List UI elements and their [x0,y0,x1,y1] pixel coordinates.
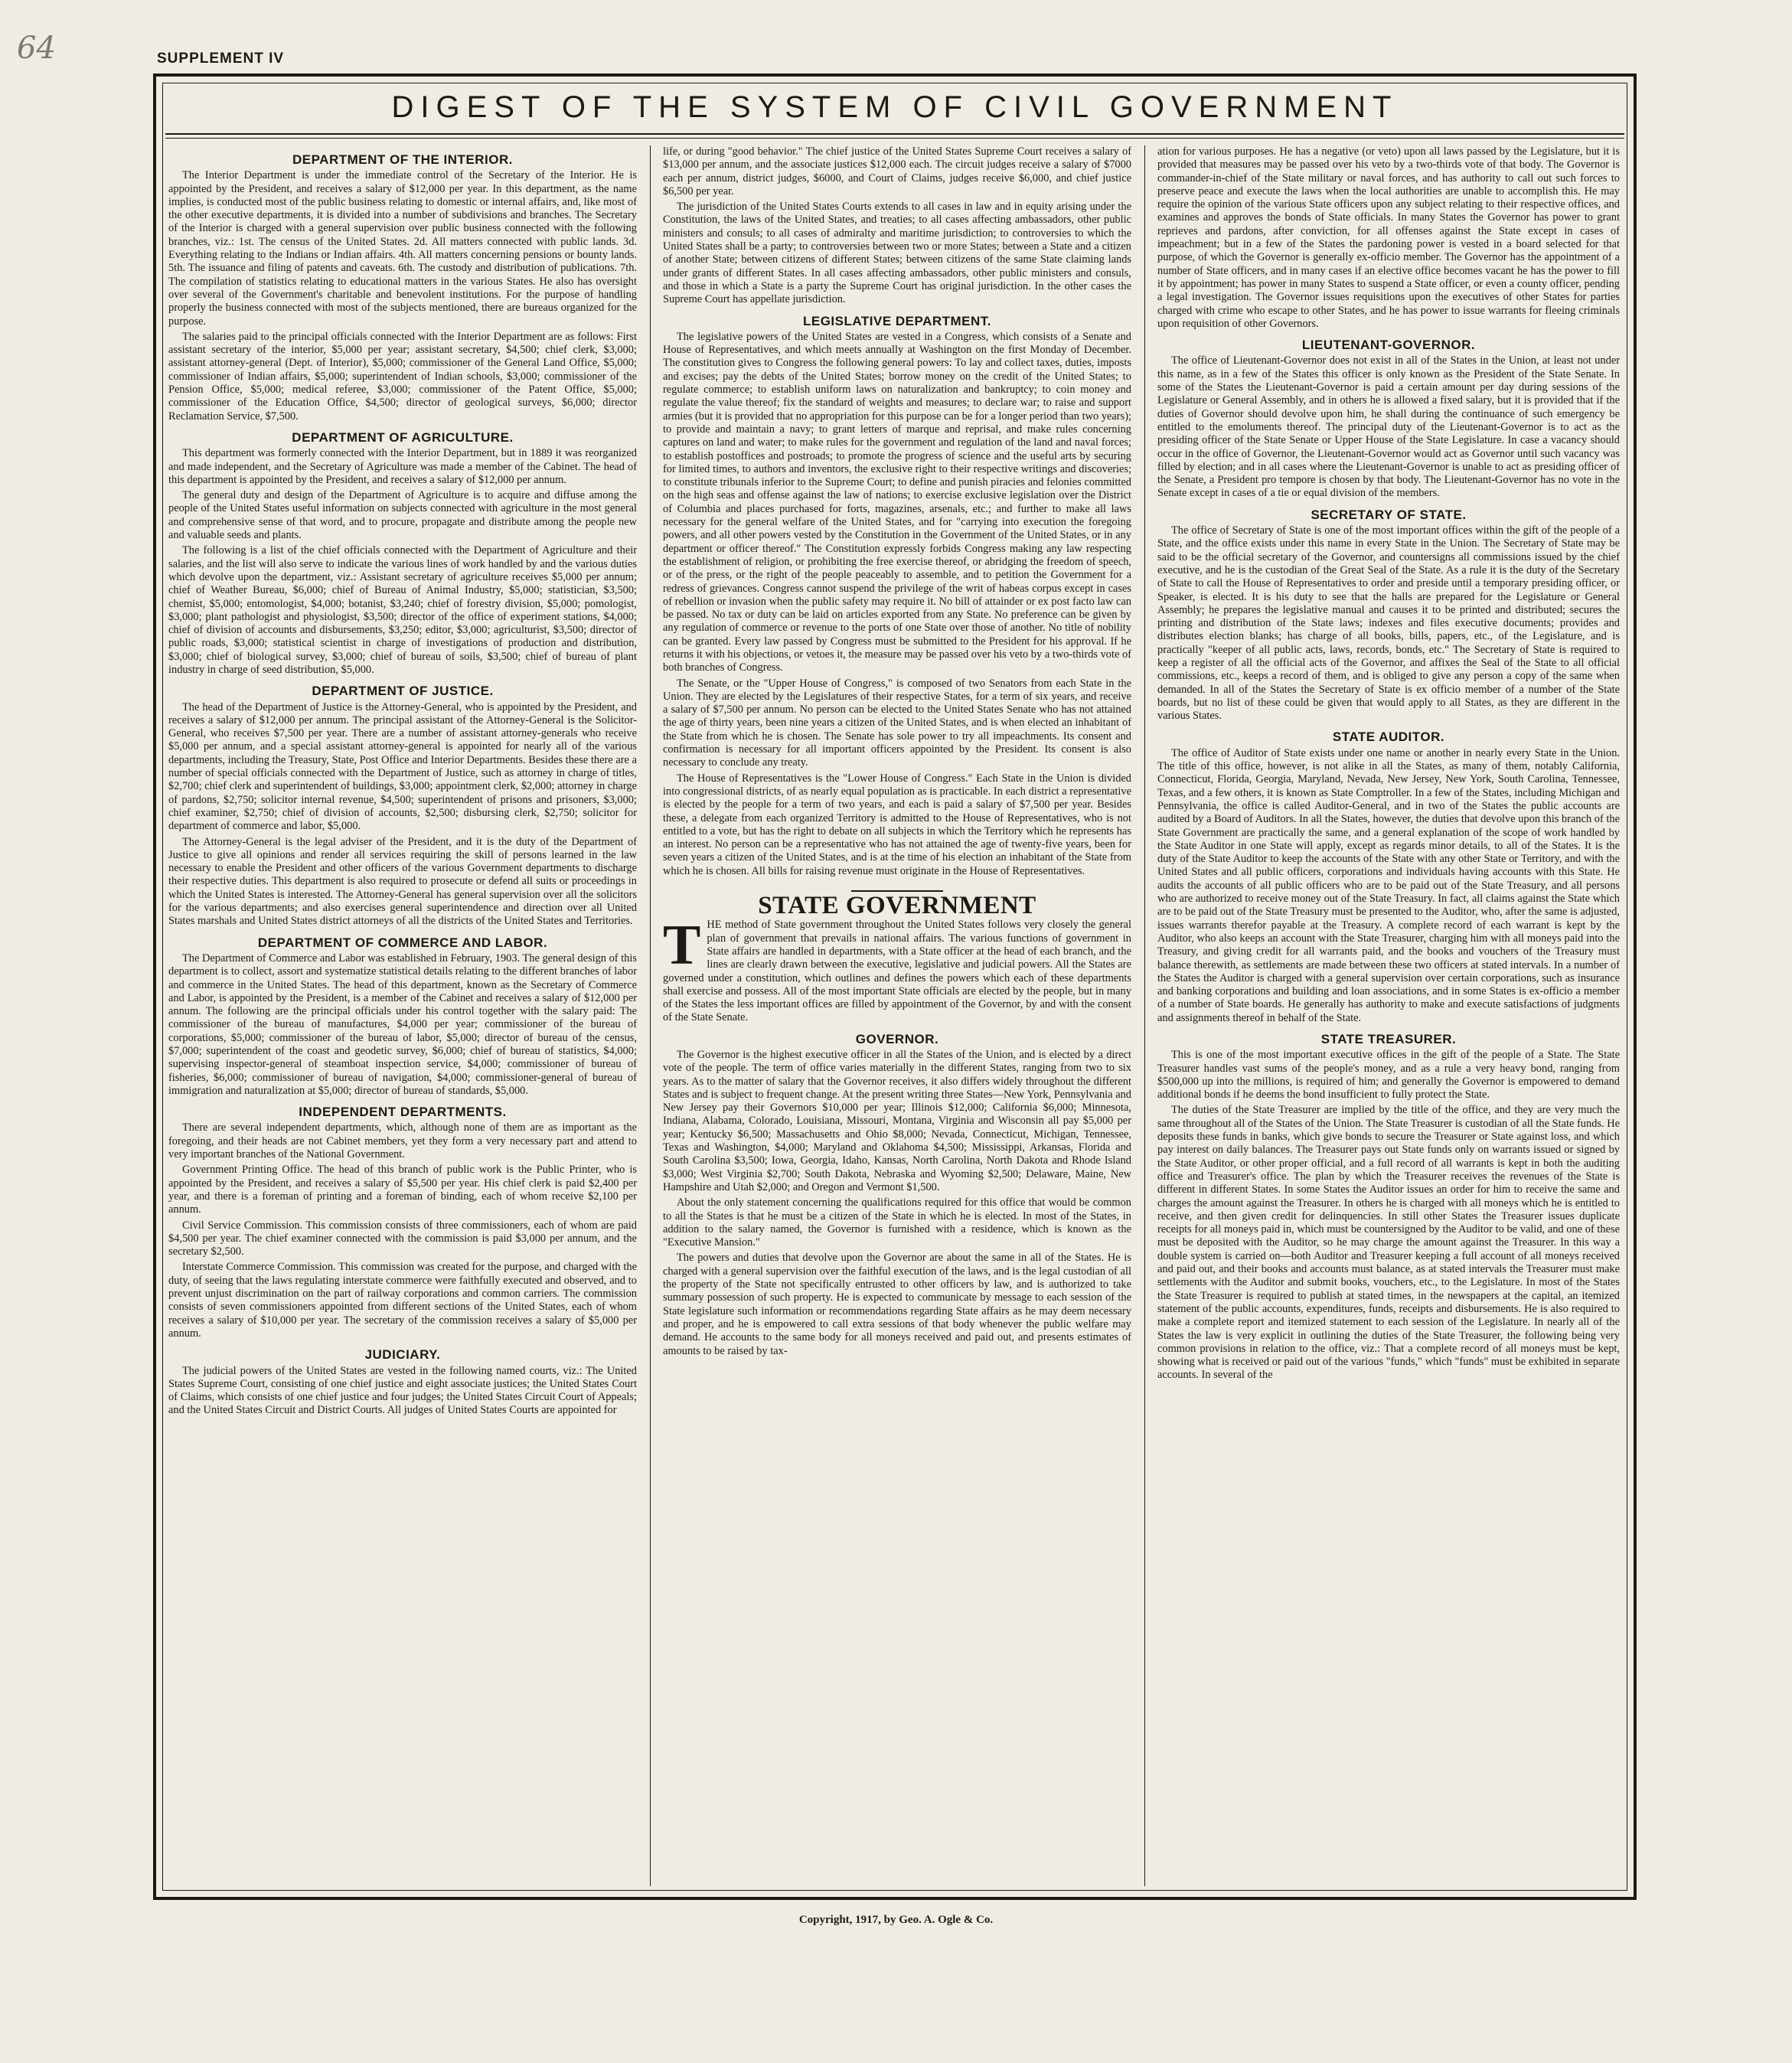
drop-cap: T [663,914,701,978]
drop-cap-paragraph-text: HE method of State government throughout the United States follows very closely the general plan of government that prevails in national affairs. The various functions of government in State affairs are handled in departments, with a State officer at the head of each branch, and the lines are clearly drawn between the executive, legislative and judicial powers. All the States are governed under a constitution, which outlines and defines the powers which each of these departments shall exercise and possess. All of the most important State officials are elected by the people, but in many of the States the less important offices are filled by appointment of the Governor, by and with the consent of the State Senate. [663,919,1131,1024]
section-heading-judiciary: JUDICIARY. [364,1347,441,1363]
section-heading-independent: INDEPENDENT DEPARTMENTS. [299,1105,507,1120]
paragraph: The jurisdiction of the United States Courts extends to all cases in law and in equity arising under the Constitution, the laws of the United States, and treaties; to all cases affecting ambassadors, other public ministers and consuls; to all cases of admiralty and maritime jurisdiction; to controversies to which the United States shall be a party; to controversies between two or more States; between a State and a citizen of another State; between citizens of different States; between citizens of the same State claiming lands under grants of different States. In all cases affecting ambassadors, other public ministers and consuls, and those in which a State is a party the Supreme Court has original jurisdiction. In the other cases the Supreme Court has appellate jurisdiction. [663,201,1131,306]
state-government-title: STATE GOVERNMENT [758,892,1036,920]
column-divider-2 [1144,145,1145,1886]
column-2 [663,145,1131,1886]
paragraph: Civil Service Commission. This commission consists of three commissioners, each of whom are paid $4,500 per year. The chief examiner connected with the commission is paid $3,000 per annum, and the secretary $2,500. [168,1219,637,1258]
paragraph: The office of Auditor of State exists under one name or another in nearly every State in the Union. The title of this office, however, is not alike in all the States, as many of them, notably California, Connecticut, Florida, Georgia, Maryland, Nevada, New Jersey, New York, South Carolina, Tennessee, Texas, and a few others, it is known as State Comptroller. In a few of the States, including Michigan and Pennsylvania, the office is called Auditor-General, and in two of the States the public accounts are audited by a Board of Auditors. In all the States, however, the duties that devolve upon this branch of the State Government are practically the same, and a general explanation of the scope of work handled by the State Auditor in one State will apply, except as regards minor details, to all of the States. It is the duty of the State Auditor to keep the accounts of the State with any other State or Territory, and with the United States and all public officers, corporations and individuals having accounts with this State. He audits the accounts of all public officers who are to be paid out of the State Treasury, and all persons who are authorized to receive money out of the State Treasury. In fact, all claims against the State which are to be paid out of the State Treasury must be presented to the Auditor, who, after the same is adjusted, issues warrants therefor payable at the Treasury. A complete record of each warrant is kept by the Auditor, who also keeps an account with the State Treasurer, charging him with all moneys paid into the Treasury, and giving credit for all warrants paid, and the books and vouchers of the Treasury must balance therewith, as settlements are made between these two officers at stated intervals. In a number of the States the Auditor is charged with a general supervision over certain corporations, such as insurance and banking corporations and building and loan associations, and in some States is ex-officio a member of a number of State boards. He generally has authority to make and execute satisfactions of judgments and assignments thereof in behalf of the State. [1157,746,1620,1024]
paragraph: The Department of Commerce and Labor was established in February, 1903. The general design of this department is to collect, assort and systematize statistical details relating to the different branches of labor and commerce in the United States. The head of this department, known as the Secretary of Commerce and Labor, is appointed by the President, is a member of the Cabinet and receives a salary of $12,000 per annum. The following are the principal officials under his control together with the salary paid: The commissioner of the bureau of manufactures, $4,000 per year; commissioner of the bureau of corporations, $5,000; commissioner of the bureau of labor, $5,000; director of bureau of the census, $7,000; superintendent of the coast and geodetic survey, $6,000; chief of bureau of statistics, $4,000; supervising inspector-general of steamboat inspection service, $4,000; commissioner of bureau of fisheries, $6,000; commissioner of bureau of navigation, $4,000; commissioner-general of bureau of immigration and naturalization at $5,000; director of bureau of standards, $5,000. [168,952,637,1097]
paragraph: The legislative powers of the United States are vested in a Congress, which consists of a Senate and House of Representatives, and which meets annually at Washington on the first Monday of December. The constitution gives to Congress the following general powers: To lay and collect taxes, duties, imposts and excises; pay the debts of the United States; borrow money on the credit of the United States; to regulate commerce; to establish uniform laws on naturalization and bankruptcy; to coin money and regulate the value thereof; fix the standard of weights and measures; to declare war; to raise and support armies (but it is provided that no appropriation for this purpose can be for a longer period than two years); to provide and maintain a navy; to grant letters of marque and reprisal, and make rules concerning captures on land and water; to make rules for the government and regulation of the land and naval forces; to establish postoffices and postroads; to promote the progress of science and the useful arts by securing for limited times, to authors and inventors, the exclusive right to their respective writings and discoveries; to constitute tribunals inferior to the Supreme Court; to define and punish piracies and felonies committed on the high seas and offense against the law of nations; to exercise exclusive legislation over the District of Columbia and places purchased for forts, magazines, arsenals, etc.; and further to make all laws necessary for the general welfare of the United States, and for "carrying into execution the foregoing powers, and all other powers vested by the Constitution in the Government of the United States, or in any department or officer thereof." The Constitution expressly forbids Congress making any law respecting the establishment of religion, or prohibiting the free exercise thereof, or abridging the freedom of speech, or of the press, or the right of the people peaceably to assemble, and to petition the Government for a redress of grievances. Congress cannot suspend the privilege of the writ of habeas corpus except in cases of rebellion or invasion when the public safety may require it. No bill of attainder or ex post facto law can be passed. No tax or duty can be laid on articles exported from any State. No preference can be given by any regulation of commerce or revenue to the ports of one State over those of another. No title of nobility can be granted. Every law passed by Congress must be submitted to the President for his approval. If he returns it with his objections, or vetoes it, the measure may be passed over his veto by a two-thirds vote of both branches of Congress. [663,330,1131,674]
section-heading-interior: DEPARTMENT OF THE INTERIOR. [292,152,513,167]
section-heading-legislative: LEGISLATIVE DEPARTMENT. [802,313,992,328]
paragraph: The judicial powers of the United States are vested in the following named courts, viz.: The United States Supreme Court, consisting of one chief justice and eight associate justices; the United States Court of Claims, which consists of one chief justice and four judges; the United States Circuit Court of Appeals; and the United States Circuit and District Courts. All judges of United States Courts are appointed for [168,1364,637,1417]
page-title: DIGEST OF THE SYSTEM OF CIVIL GOVERNMENT [391,90,1399,124]
paragraph: life, or during "good behavior." The chief justice of the United States Supreme Court receives a salary of $13,000 per annum, and the associate justices $12,000 each. The circuit judges receive a salary of $7000 each per annum, district judges, $6000, and Court of Claims, judges receive $6,000, and chief justice $6,500 per year. [663,145,1131,197]
section-heading-secretary-of-state: SECRETARY OF STATE. [1311,507,1467,522]
section-heading-justice: DEPARTMENT OF JUSTICE. [312,684,494,699]
handwritten-page-mark: 64 [17,31,56,66]
paragraph: Government Printing Office. The head of this branch of public work is the Public Printer, who is appointed by the President, and receives a salary of $5,500 per year. His chief clerk is paid $2,400 per year, and there is a foreman of printing and a foreman of binding, each of whom receive $2,100 per annum. [168,1164,637,1216]
paragraph: The office of Lieutenant-Governor does not exist in all of the States in the Union, at least not under this name, as in a few of the States this officer is only known as the President of the State Senate. In some of the States the Lieutenant-Governor is paid a certain amount per day during sessions of the Legislature or General Assembly, and in others he is allowed a fixed salary, but it is provided that if the duties of Governor should devolve upon him, he shall during the continuance of such emergency be entitled to the emoluments thereof. The principal duty of the Lieutenant-Governor is to act as the presiding officer of the State Senate or Upper House of the State Legislature. In case a vacancy should occur in the office of Governor, the Lieutenant-Governor would act as Governor until such vacancy was filled by election; and in all cases where the Lieutenant-Governor is unable to act as presiding officer of the Senate, a President pro tempore is chosen by that body. The Lieutenant-Governor has no vote in the Senate except in cases of a tie or equal division of the members. [1157,354,1620,500]
paragraph: The duties of the State Treasurer are implied by the title of the office, and they are very much the same throughout all of the States of the Union. The State Treasurer is custodian of all the State funds. He deposits these funds in banks, which give bonds to secure the Treasurer or State against loss, and which pay interest on daily balances. The Treasurer pays out State funds only on warrants issued or signed by the State Auditor, or other proper official, and a full record of all warrants is kept in both the auditing office and Treasurer's office. The plan by which the Treasurer receives the revenues of the State is different in different States. In some States the Auditor issues an order for him to receive the same and charges the amount against the Treasurer. In others he is charged with all moneys which he is entitled to receive, and then given credit for delinquencies. In still other States the Treasurer issues duplicate receipts for all moneys paid in, which must be countersigned by the Auditor to be valid, and one of these must be deposited with the Auditor, so he may charge the amount against the Treasurer. In this way a double system is carried on—both Auditor and Treasurer keeping a full account of all moneys received and paid out, and their books and accounts must balance, as at stated intervals the Treasurer must make settlements with the Auditor and submit books, vouchers, etc., to the Legislature. In most of the States the State Treasurer is required to publish at stated times, in the newspapers at the capital, an itemized statement of the public accounts, expenditures, funds, receipts and disbursements. He is also required to make a complete report and itemized statement to each session of the Legislature. In nearly all of the States the law is very explicit in outlining the duties of the State Treasurer, the following being very common provisions in relation to the office, viz.: That a complete record of all moneys must be kept, showing what is received or paid out of the various "funds," which "funds" must be exhibited in separate accounts. In several of the [1157,1104,1620,1382]
paragraph: The salaries paid to the principal officials connected with the Interior Department are as follows: First assistant secretary of the interior, $5,000 per year; assistant secretary, $4,500; chief clerk, $3,000; assistant attorney-general (Dept. of Interior), $5,000; commissioner of the General Land Office, $5,000; commissioner of Indian affairs, $5,000; superintendent of Indian schools, $3,000; commissioner of the Pension Office, $5,000; medical referee, $3,000; commissioner of the Patent Office, $5,000; commissioner of the Education Office, $4,500; director of geological surveys, $6,000; director Reclamation Service, $7,500. [168,330,637,423]
paragraph: ation for various purposes. He has a negative (or veto) upon all laws passed by the Legislature, but it is provided that measures may be passed over his veto by a two-thirds vote of that body. The Governor is commander-in-chief of the State military or naval forces, and has authority to call out such forces to preserve peace and execute the laws when the local authorities are unable to accomplish this. He may require the opinion of the various State officers upon any subject relating to their respective offices, and examines and approves the bonds of State officials. In many States the Governor has power to grant reprieves and pardons, after conviction, for all offenses against the State except in cases of impeachment; but in a few of the States the pardoning power is vested in a board selected for that purpose, of which the Governor is generally ex-officio member. The Governor has the appointment of a number of State officers, and in many cases if an elective office becomes vacant he has the power to fill it by appointment; has power in many States to suspend a State officer, or even a county officer, pending a legal investigation. The Governor issues requisitions upon the executives of other States for parties charged with crime who escape to other States, and he has power to issue warrants for fleeing criminals upon requisition of other Governors. [1157,145,1620,330]
supplement-label: SUPPLEMENT IV [157,51,285,67]
paragraph: The Attorney-General is the legal adviser of the President, and it is the duty of the Department of Justice to give all opinions and render all services requiring the skill of persons learned in the law necessary to enable the President and other officers of the various Government departments to discharge their respective duties. This department is also required to prosecute or defend all suits or proceedings in which the United States is interested. The Attorney-General has general supervision over all the solicitors for the various departments; and also exercises general superintendence and direction over all United States marshals and United States district attorneys of all the districts of the United States and Territories. [168,835,637,928]
column-1 [168,145,637,1886]
paragraph: This is one of the most important executive offices in the gift of the people of a State. The State Treasurer handles vast sums of the people's money, and as a rule a very heavy bond, ranging from $500,000 up into the millions, is required of him; and generally the Governor is empowered to demand additional bonds if he deems the bond insufficient to fully protect the State. [1157,1049,1620,1102]
paragraph: The Interior Department is under the immediate control of the Secretary of the Interior. He is appointed by the President, and receives a salary of $12,000 per year. In this department, as the name implies, is conducted most of the public business relating to domestic or internal affairs, and, like most of the other executive departments, it is divided into a number of subdivisions and branches. The Secretary of the Interior is charged with a general supervision over public business connected with the following branches, viz.: 1st. The census of the United States. 2d. All matters connected with public lands. 3d. Everything relating to the Indians or Indian affairs. 4th. All matters concerning pensions or bounty lands. 5th. The issuance and filing of patents and caveats. 6th. The custody and distribution of publications. 7th. The compilation of statistics relating to educational matters in the various States. He also has oversight over several of the Government's charitable and benevolent institutions. For the purpose of handling properly the business connected with most of the subjects mentioned, there are bureaus organized for the purpose. [168,169,637,328]
section-heading-lieutenant-governor: LIEUTENANT-GOVERNOR. [1301,338,1476,353]
paragraph: About the only statement concerning the qualifications required for this office that would be common to all the States is that he must be a citizen of the State in which he is elected. In most of the States, in addition to the salary named, the Governor is furnished with a residence, which is known as the "Executive Mansion." [663,1196,1131,1249]
paragraph: The powers and duties that devolve upon the Governor are about the same in all of the States. He is charged with a general supervision over the faithful execution of the laws, and is the legal custodian of all the property of the State not specifically entrusted to other officers by law, and is authorized to take summary possession of such property. He is expected to communicate by message to each session of the State legislature such information or recommendations regarding State affairs as he may deem necessary and proper, and he is empowered to call extra sessions of that body whenever the public welfare may demand. He accounts to the same body for all moneys received and paid out, and presents estimates of amounts to be raised by tax- [663,1252,1131,1357]
section-heading-commerce: DEPARTMENT OF COMMERCE AND LABOR. [257,935,548,950]
title-rule [165,133,1624,135]
section-heading-state-auditor: STATE AUDITOR. [1332,730,1445,745]
section-heading-governor: GOVERNOR. [855,1031,939,1046]
paragraph: The Senate, or the "Upper House of Congress," is composed of two Senators from each State in the Union. They are elected by the Legislatures of their respective States, for a term of six years, and receive a salary of $7,500 per annum. No person can be elected to the United States Senate who has not attained the age of thirty years, been nine years a citizen of the United States, and is when elected an inhabitant of the State from which he is chosen. The Senate has sole power to try all impeachments. Its consent and confirmation is necessary for all important officers appointed by the President. Its consent is also necessary to conclude any treaty. [663,677,1131,769]
section-heading-state-treasurer: STATE TREASURER. [1320,1032,1457,1046]
paragraph: The office of Secretary of State is one of the most important offices within the gift of the people of a State, and the office exists under this name in every State in the Union. The Secretary of State may be said to be the official secretary of the Governor, and countersigns all commissions issued by the chief executive, and he is the custodian of the Great Seal of the State. As a rule it is the duty of the Secretary of State to call the House of Representatives to order and preside until a temporary presiding officer, or Speaker, is elected. It is his duty to see that the halls are prepared for the Legislature or General Assembly; he prepares the legislative manual and causes it to be printed and distributed; secures the printing and distribution of the State laws; indexes and files executive documents; provides and distributes election blanks; has charge of all books, bills, papers, etc., of the Legislature, and is practically "keeper of all public acts, laws, records, bonds, etc." The Secretary of State is required to keep a register of all the official acts of the Governor, and affixes the Seal of the State to all official commissions, etc., keeps a record of them, and is obliged to give any person a copy of the same when demanded. In all of the States the Secretary of State is ex officio member of a number of the State boards, but no list of these could be given that would apply to all States, as they are different in the various States. [1157,524,1620,723]
paragraph: Interstate Commerce Commission. This commission was created for the purpose, and charged with the duty, of seeing that the laws regulating interstate commerce were faithfully executed and observed, and to prevent unjust discrimination on the part of railway corporations and common carriers. The commission consists of seven commissioners appointed from different sections of the United States, each of whom receives a salary of $10,000 per year. The secretary of the commission receives a salary of $5,000 per annum. [168,1261,637,1340]
paragraph [663,914,1131,1024]
paragraph: The House of Representatives is the "Lower House of Congress." Each State in the Union is divided into congressional districts, of as nearly equal population as is practicable. In each district a representative is elected by the people for a term of two years, and each is paid a salary of $7,500 per year. Besides these, a delegate from each organized Territory is admitted to the House of Representatives, who is not entitled to a vote, but has the right to debate on all subjects in which the Territory which he represents has an interest. No person can be a representative who has not attained the age of twenty-five years, been for seven years a citizen of the United States, and is at the time of his election an inhabitant of the State from which he is chosen. All bills for raising revenue must originate in the House of Representatives. [663,772,1131,877]
section-heading-agriculture: DEPARTMENT OF AGRICULTURE. [292,429,514,445]
column-3 [1157,145,1620,1886]
paragraph: This department was formerly connected with the Interior Department, but in 1889 it was reorganized and made independent, and the Secretary of Agriculture was made a member of the Cabinet. The head of this department is appointed by the President, and receives a salary of $12,000 per annum. [168,447,637,486]
paragraph: The following is a list of the chief officials connected with the Department of Agriculture and their salaries, and the list will also serve to indicate the various lines of work handled by and the various duties which devolve upon the department, viz.: Assistant secretary of agriculture receives $5,000 per annum; chief of Weather Bureau, $6,000; chief of Bureau of Animal Industry, $5,000; statistician, $3,500; chemist, $5,000; entomologist, $4,000; botanist, $3,240; chief of forestry division, $5,000; pomologist, $3,000; plant pathologist and physiologist, $3,500; director of the office of experiment stations, $4,000; chief of division of accounts and disbursements, $3,250; editor, $3,000; agriculturist, $3,500; director of public roads, $3,000; statistical scientist in charge of investigations of production and distribution, $3,000; chief of biological survey, $3,000; chief of bureau of soils, $3,500; chief of bureau of plant industry in charge of seed distribution, $5,000. [168,544,637,676]
column-divider-1 [650,145,651,1886]
paragraph: There are several independent departments, which, although none of them are as important as the foregoing, and their heads are not Cabinet members, yet they form a very necessary part and attend to very important branches of the National Government. [168,1121,637,1161]
paragraph: The general duty and design of the Department of Agriculture is to acquire and diffuse among the people of the United States useful information on subjects connected with agriculture in the most general and comprehensive sense of that word, and to procure, propagate and distribute among the people new and valuable seeds and plants. [168,489,637,542]
title-rule-thin [165,138,1624,139]
paragraph: The Governor is the highest executive officer in all the States of the Union, and is elected by a direct vote of the people. The term of office varies materially in the different States, ranging from two to six years. As to the matter of salary that the Governor receives, it also differs widely throughout the different States and is subject to frequent change. At the present writing three States—New York, Pennsylvania and New Jersey pay their Governors $10,000 per year; Illinois $12,000; California $6,000; Minnesota, Indiana, Alabama, Colorado, Louisiana, Missouri, Montana, Virginia and Wisconsin all pay $5,000 per year; Kentucky $6,500; Massachusetts and Ohio $8,000; Nevada, Connecticut, Michigan, Tennessee, Texas and Washington, $4,000; Maryland and Oklahoma $4,500; Mississippi, Arkansas, Florida and South Carolina $3,500; Iowa, Georgia, Idaho, Kansas, North Carolina, North Dakota and Rhode Island $3,000; West Virginia $2,700; South Dakota, Nebraska and Wyoming $2,500; Delaware, Maine, New Hampshire and Utah $2,000; and Oregon and Vermont $1,500. [663,1049,1131,1193]
paragraph: The head of the Department of Justice is the Attorney-General, who is appointed by the President, and receives a salary of $12,000 per annum. The principal assistant of the Attorney-General is the Solicitor-General, who receives $7,500 per year. There are a number of assistant attorney-generals who receive $5,000 per annum, and a special assistant attorney-general is appointed for nearly all of the various departments, including the Treasury, State, Post Office and Interior Departments. Besides these there are a number of special officials connected with the Department of Justice, such as attorney in charge of titles, $2,700; chief clerk and superintendent of buildings, $3,000; appointment clerk, $2,000; attorney in charge of pardons, $2,750; solicitor internal revenue, $4,500; superintendent of prisons and prisoners, $3,000; chief examiner, $2,750; chief of division of accounts, $2,500; disbursing clerk, $2,750; solicitor for department of commerce and labor, $5,000. [168,700,637,833]
page-frame [153,73,1637,1900]
copyright-notice: Copyright, 1917, by Geo. A. Ogle & Co. [798,1914,994,1926]
